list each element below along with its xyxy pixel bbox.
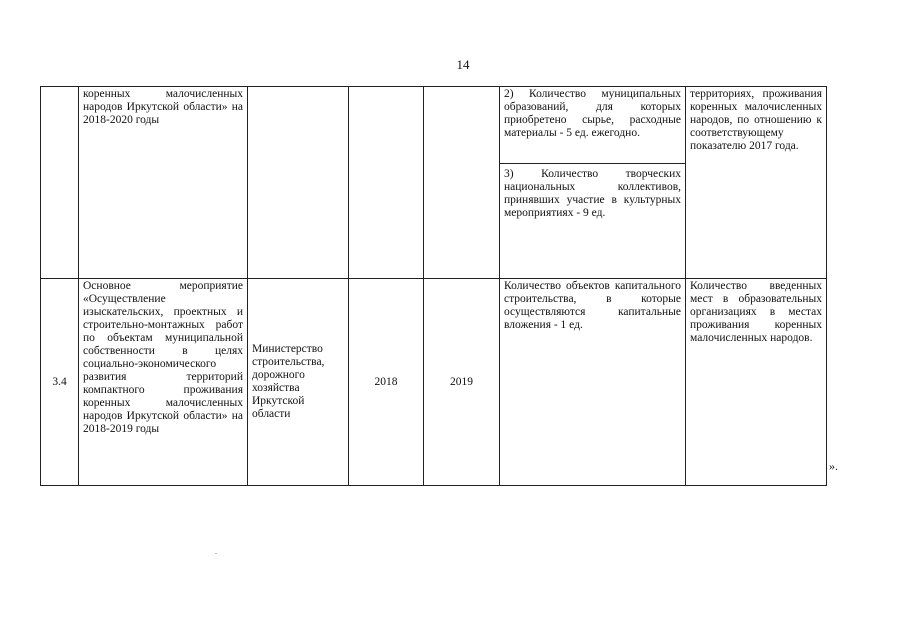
- table-row-3-4: [41, 279, 827, 486]
- cell-num-continuation: [41, 87, 79, 279]
- cell-name-3-4: Основное мероприятие «Осуществление изыскательских, проектных и строительно-монтажных работ по объектам муниципальной собственности в целях социально-экономического развития территорий компактного проживания коренных малочисленных народов Иркутской области» на 2018-2019 годы: [79, 279, 248, 486]
- cell-result-continuation: территориях, проживания коренных малочисленных народов, по отношению к соответствующему показателю 2017 года.: [686, 87, 827, 279]
- indicator-3-text: 3) Количество творческих национальных коллективов, принявших участие в культурных мероприятиях - 9 ед.: [504, 168, 681, 219]
- cell-name-continuation: коренных малочисленных народов Иркутской области» на 2018-2020 годы: [79, 87, 248, 279]
- cell-indicators-continuation: [500, 87, 686, 279]
- cell-start-continuation: [349, 87, 424, 279]
- cell-num-3-4: 3.4: [41, 279, 79, 486]
- cell-result-3-4: Количество введенных мест в образовательных организациях в местах проживания коренных малочисленных народов.: [686, 279, 827, 486]
- cell-end-3-4: 2019: [424, 279, 500, 486]
- cell-indicator-3-4: Количество объектов капитального строительства, в которые осуществляются капитальные вложения - 1 ед.: [500, 279, 686, 486]
- cell-start-3-4: 2018: [349, 279, 424, 486]
- measures-table: [40, 86, 827, 486]
- indicator-2-text: 2) Количество муниципальных образований, для которых приобретено сырье, расходные материалы - 5 ед. ежегодно.: [500, 87, 685, 164]
- closing-quote-mark: ».: [829, 459, 838, 473]
- table-row-continuation: [41, 87, 827, 279]
- cell-executor-continuation: [248, 87, 349, 279]
- page-number: 14: [456, 57, 470, 72]
- cell-end-continuation: [424, 87, 500, 279]
- scan-speck: [215, 553, 217, 554]
- cell-executor-3-4: Министерство строительства, дорожного хозяйства Иркутской области: [248, 279, 349, 486]
